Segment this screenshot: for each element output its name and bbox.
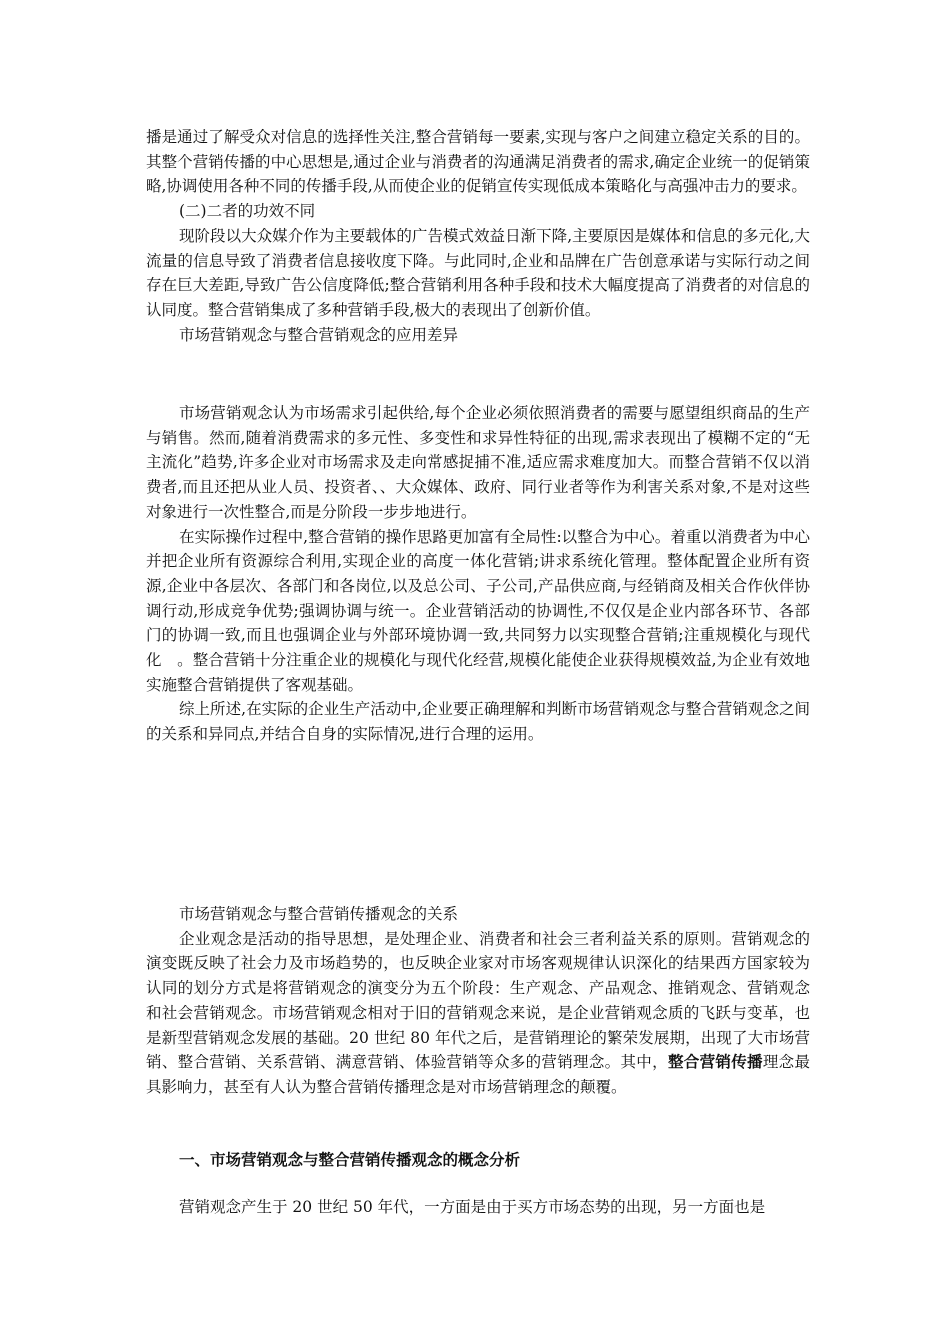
section-application-difference <box>146 401 810 747</box>
paragraph-enterprise-concept <box>146 927 810 1100</box>
paragraph-concept-origin: 营销观念产生于 20 世纪 50 年代，一方面是由于买方市场态势的出现，另一方面也是 <box>179 1198 766 1216</box>
section-effect-difference <box>146 125 810 347</box>
section-title: 市场营销观念与整合营销传播观念的关系 <box>179 905 459 923</box>
section-concept-analysis-heading <box>146 1148 810 1173</box>
text-before-term: 企业观念是活动的指导思想，是处理企业、消费者和社会三者利益关系的原则。营销观念的演变既反映了社会力及市场趋势的，也反映企业家对市场客观规律认识深化的结果西方国家较为认同的划分方式是将营销观念的演变分为五个阶段：生产观念、产品观念、推销观念、营销观念和社会营销观念。市场营销观念相对于旧的营销观念来说，是企业营销观念质的飞跃与变革，也是新型营销观念发展的基础。20 世纪 80 年代之后，是营销理论的繁荣发展期，出现了大市场营销、整合营销、关系营销、满意营销、体验营销等众多的营销理念。其中， <box>146 929 810 1072</box>
paragraph-summary: 综上所述,在实际的企业生产活动中,企业要正确理解和判断市场营销观念与整合营销观念之间的关系和异同点,并结合自身的实际情况,进行合理的运用。 <box>146 700 810 744</box>
text-after-term: 理念最具影响力，甚至有人认为整合营销传播理念是对市场营销理念的颠覆。 <box>146 1053 810 1096</box>
paragraph-market-demand: 市场营销观念认为市场需求引起供给,每个企业必须依照消费者的需要与愿望组织商品的生产与销售。然而,随着消费需求的多元性、多变性和求异性特征的出现,需求表现出了模糊不定的“无主流化”趋势,许多企业对市场需求及走向常感捉捕不准,适应需求难度加大。而整合营销不仅以消费者,而且还把从业人员、投资者、、大众媒体、政府、同行业者等作为利害关系对象,不是对这些对象进行一次性整合,而是分阶段一步步地进行。 <box>146 404 810 521</box>
section-relationship <box>146 902 810 1100</box>
paragraph-media-effect: 现阶段以大众媒介作为主要载体的广告模式效益日渐下降,主要原因是媒体和信息的多元化,大流量的信息导致了消费者信息接收度下降。与此同时,企业和品牌在广告创意承诺与实际行动之间存在巨大差距,导致广告公信度降低;整合营销利用各种手段和技术大幅度提高了消费者的对信息的认同度。整合营销集成了多种营销手段,极大的表现出了创新价值。 <box>146 226 810 319</box>
paragraph-operation-process: 在实际操作过程中,整合营销的操作思路更加富有全局性:以整合为中心。着重以消费者为中心并把企业所有资源综合利用,实现企业的高度一体化营销;讲求系统化管理。整体配置企业所有资源,企业中各层次、各部门和各岗位,以及总公司、子公司,产品供应商,与经销商及相关合作伙伴协调行动,形成竞争优势;强调协调与统一。企业营销活动的协调性,不仅仅是企业内部各环节、各部门的协调一致,而且也强调企业与外部环境协调一致,共同努力以实现整合营销;注重规模化与现代化 。整合营销十分注重企业的规模化与现代化经营,规模化能使企业获得规模效益,为企业有效地实施整合营销提供了客观基础。 <box>146 527 810 694</box>
bold-term-imc: 整合营销传播 <box>667 1052 763 1072</box>
subheading-effect-different: (二)二者的功效不同 <box>179 202 316 221</box>
paragraph-communication-idea: 播是通过了解受众对信息的选择性关注,整合营销每一要素,实现与客户之间建立稳定关系的目的。其整个营销传播的中心思想是,通过企业与消费者的沟通满足消费者的需求,确定企业统一的促销策略,协调使用各种不同的传播手段,从而使企业的促销宣传实现低成本策略化与高强冲击力的要求。 <box>146 128 810 196</box>
section-concept-origin <box>146 1195 810 1220</box>
heading-concept-analysis: 一、市场营销观念与整合营销传播观念的概念分析 <box>179 1150 521 1169</box>
subheading-application-difference: 市场营销观念与整合营销观念的应用差异 <box>179 325 459 344</box>
